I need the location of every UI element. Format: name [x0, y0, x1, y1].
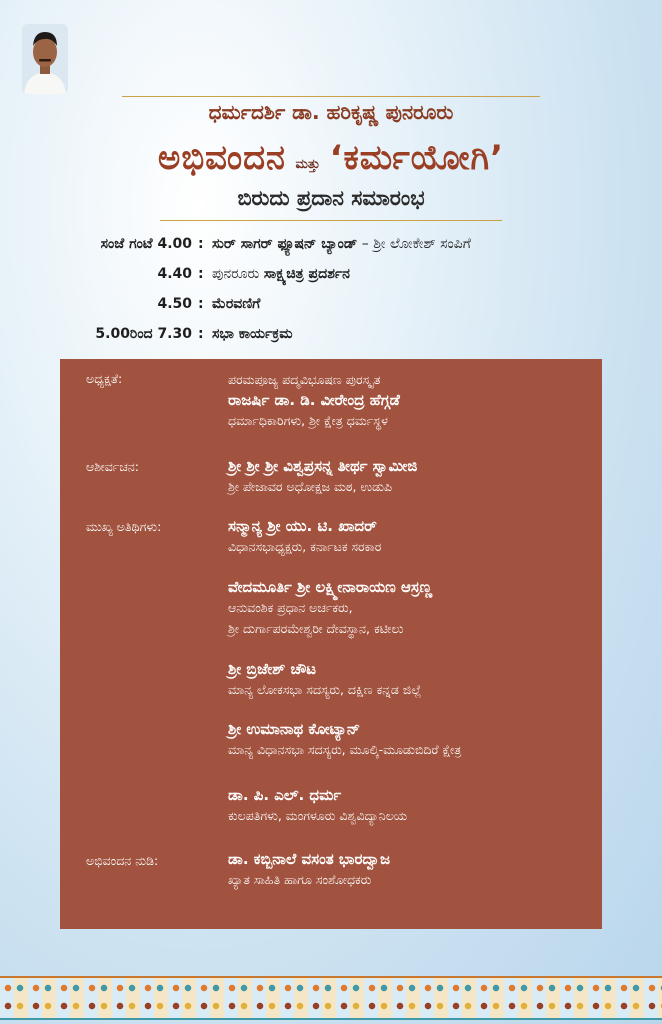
portrait-photo	[22, 24, 68, 94]
schedule-time: 5.00ರಿಂದ 7.30	[95, 326, 192, 342]
entry-desc: ಕುಲಪತಿಗಳು, ಮಂಗಳೂರು ವಿಶ್ವವಿದ್ಯಾನಿಲಯ	[228, 808, 408, 823]
entry-desc: ಮಾನ್ಯ ಲೋಕಸಭಾ ಸದಸ್ಯರು, ದಕ್ಷಿಣ ಕನ್ನಡ ಜಿಲ್ಲೆ	[228, 682, 422, 697]
top-divider	[122, 96, 540, 97]
role-felicitation: ಅಭಿವಂದನ ನುಡಿ:	[86, 853, 159, 868]
entry-name: ಶ್ರೀ ಬ್ರಿಜೇಶ್ ಚೌಟ	[228, 660, 317, 678]
role-guests: ಮುಖ್ಯ ಅತಿಥಿಗಳು:	[86, 519, 162, 534]
title-conjunction: ಮತ್ತು	[295, 157, 321, 172]
entry-desc: ಖ್ಯಾತ ಸಾಹಿತಿ ಹಾಗೂ ಸಂಶೋಧಕರು	[228, 872, 372, 887]
entry-prefix: ಪರಮಪೂಜ್ಯ ಪದ್ಮವಿಭೂಷಣ ಪುರಸ್ಕೃತ	[228, 372, 381, 387]
entry-name: ರಾಜರ್ಷಿ ಡಾ. ಡಿ. ವೀರೇಂದ್ರ ಹೆಗ್ಗಡೆ	[228, 391, 400, 409]
entry-name: ವೇದಮೂರ್ತಿ ಶ್ರೀ ಲಕ್ಷ್ಮೀನಾರಾಯಣ ಆಸ್ರಣ್ಣ	[228, 578, 433, 596]
entry-name: ಸನ್ಮಾನ್ಯ ಶ್ರೀ ಯು. ಟಿ. ಖಾದರ್	[228, 517, 377, 535]
entry-name: ಶ್ರೀ ಶ್ರೀ ಶ್ರೀ ವಿಶ್ವಪ್ರಸನ್ನ ತೀರ್ಥ ಸ್ವಾಮೀಜಿ	[228, 457, 418, 475]
entry-desc: ಶ್ರೀ ಪೇಜಾವರ ಅಧೋಕ್ಷಜ ಮಠ, ಉಡುಪಿ	[228, 479, 393, 494]
entry-guest-3	[228, 659, 421, 700]
schedule-item: ಪುನರೂರು ಸಾಕ್ಷ್ಯಚಿತ್ರ ಪ್ರದರ್ಶನ	[212, 266, 350, 282]
entry-guest-1	[228, 516, 381, 557]
schedule-item: ಸುರ್ ಸಾಗರ್ ಫ್ಯೂಷನ್ ಬ್ಯಾಂಡ್ – ಶ್ರೀ ಲೋಕೇಶ್ ಸಂಪಿಗೆ	[212, 236, 471, 252]
schedule	[0, 236, 662, 356]
schedule-colon: :	[198, 296, 204, 312]
title-karmayogi: ‘ಕರ್ಮಯೋಗಿ’	[329, 138, 505, 178]
schedule-colon: :	[198, 266, 204, 282]
schedule-row	[0, 236, 662, 266]
schedule-item: ಮೆರವಣಿಗೆ	[212, 296, 261, 312]
schedule-row	[0, 266, 662, 296]
entry-desc: ಆನುವಂಶಿಕ ಪ್ರಧಾನ ಅರ್ಚಕರು,	[228, 600, 353, 615]
entry-presidency	[228, 369, 400, 431]
entry-guest-4	[228, 719, 461, 760]
entry-felicitation	[228, 849, 390, 890]
entry-name: ಡಾ. ಕಬ್ಬಿನಾಲೆ ವಸಂತ ಭಾರದ್ವಾಜ	[228, 850, 391, 868]
title-abhivandana: ಅಭಿವಂದನ	[157, 138, 286, 178]
entry-guest-2	[228, 577, 432, 639]
schedule-time: 4.40	[157, 266, 192, 282]
schedule-colon: :	[198, 236, 204, 252]
entry-blessing	[228, 456, 417, 497]
entry-desc: ಧರ್ಮಾಧಿಕಾರಿಗಳು, ಶ್ರೀ ಕ್ಷೇತ್ರ ಧರ್ಮಸ್ಥಳ	[228, 413, 388, 428]
role-presidency: ಅಧ್ಯಕ್ಷತೆ:	[86, 371, 123, 386]
schedule-row	[0, 326, 662, 356]
schedule-colon: :	[198, 326, 204, 342]
honoree-title: ಧರ್ಮದರ್ಶಿ ಡಾ. ಹರಿಕೃಷ್ಣ ಪುನರೂರು	[208, 100, 454, 124]
schedule-time: ಸಂಜೆ ಗಂಟೆ 4.00	[100, 236, 192, 252]
entry-desc: ಮಾನ್ಯ ವಿಧಾನಸಭಾ ಸದಸ್ಯರು, ಮೂಲ್ಕಿ-ಮೂಡುಬಿದಿರೆ ಕ್ಷೇತ್ರ	[228, 742, 462, 757]
entry-name: ಶ್ರೀ ಉಮಾನಾಥ ಕೋಟ್ಯಾನ್	[228, 720, 361, 738]
program-panel	[60, 359, 602, 929]
schedule-time: 4.50	[157, 296, 192, 312]
entry-desc-2: ಶ್ರೀ ದುರ್ಗಾಪರಮೇಶ್ವರೀ ದೇವಸ್ಥಾನ, ಕಟೀಲು	[228, 621, 404, 636]
schedule-row	[0, 296, 662, 326]
schedule-item: ಸಭಾ ಕಾರ್ಯಕ್ರಮ	[212, 326, 293, 342]
role-blessing: ಆಶೀರ್ವಚನ:	[86, 459, 139, 474]
bottom-divider	[160, 220, 502, 221]
event-title	[0, 138, 662, 178]
event-subtitle: ಬಿರುದು ಪ್ರದಾನ ಸಮಾರಂಭ	[237, 186, 425, 210]
entry-desc: ವಿಧಾನಸಭಾಧ್ಯಕ್ಷರು, ಕರ್ನಾಟಕ ಸರಕಾರ	[228, 539, 382, 554]
decorative-border	[0, 976, 662, 1020]
entry-guest-5	[228, 785, 407, 826]
entry-name: ಡಾ. ಪಿ. ಎಲ್. ಧರ್ಮ	[228, 786, 342, 804]
